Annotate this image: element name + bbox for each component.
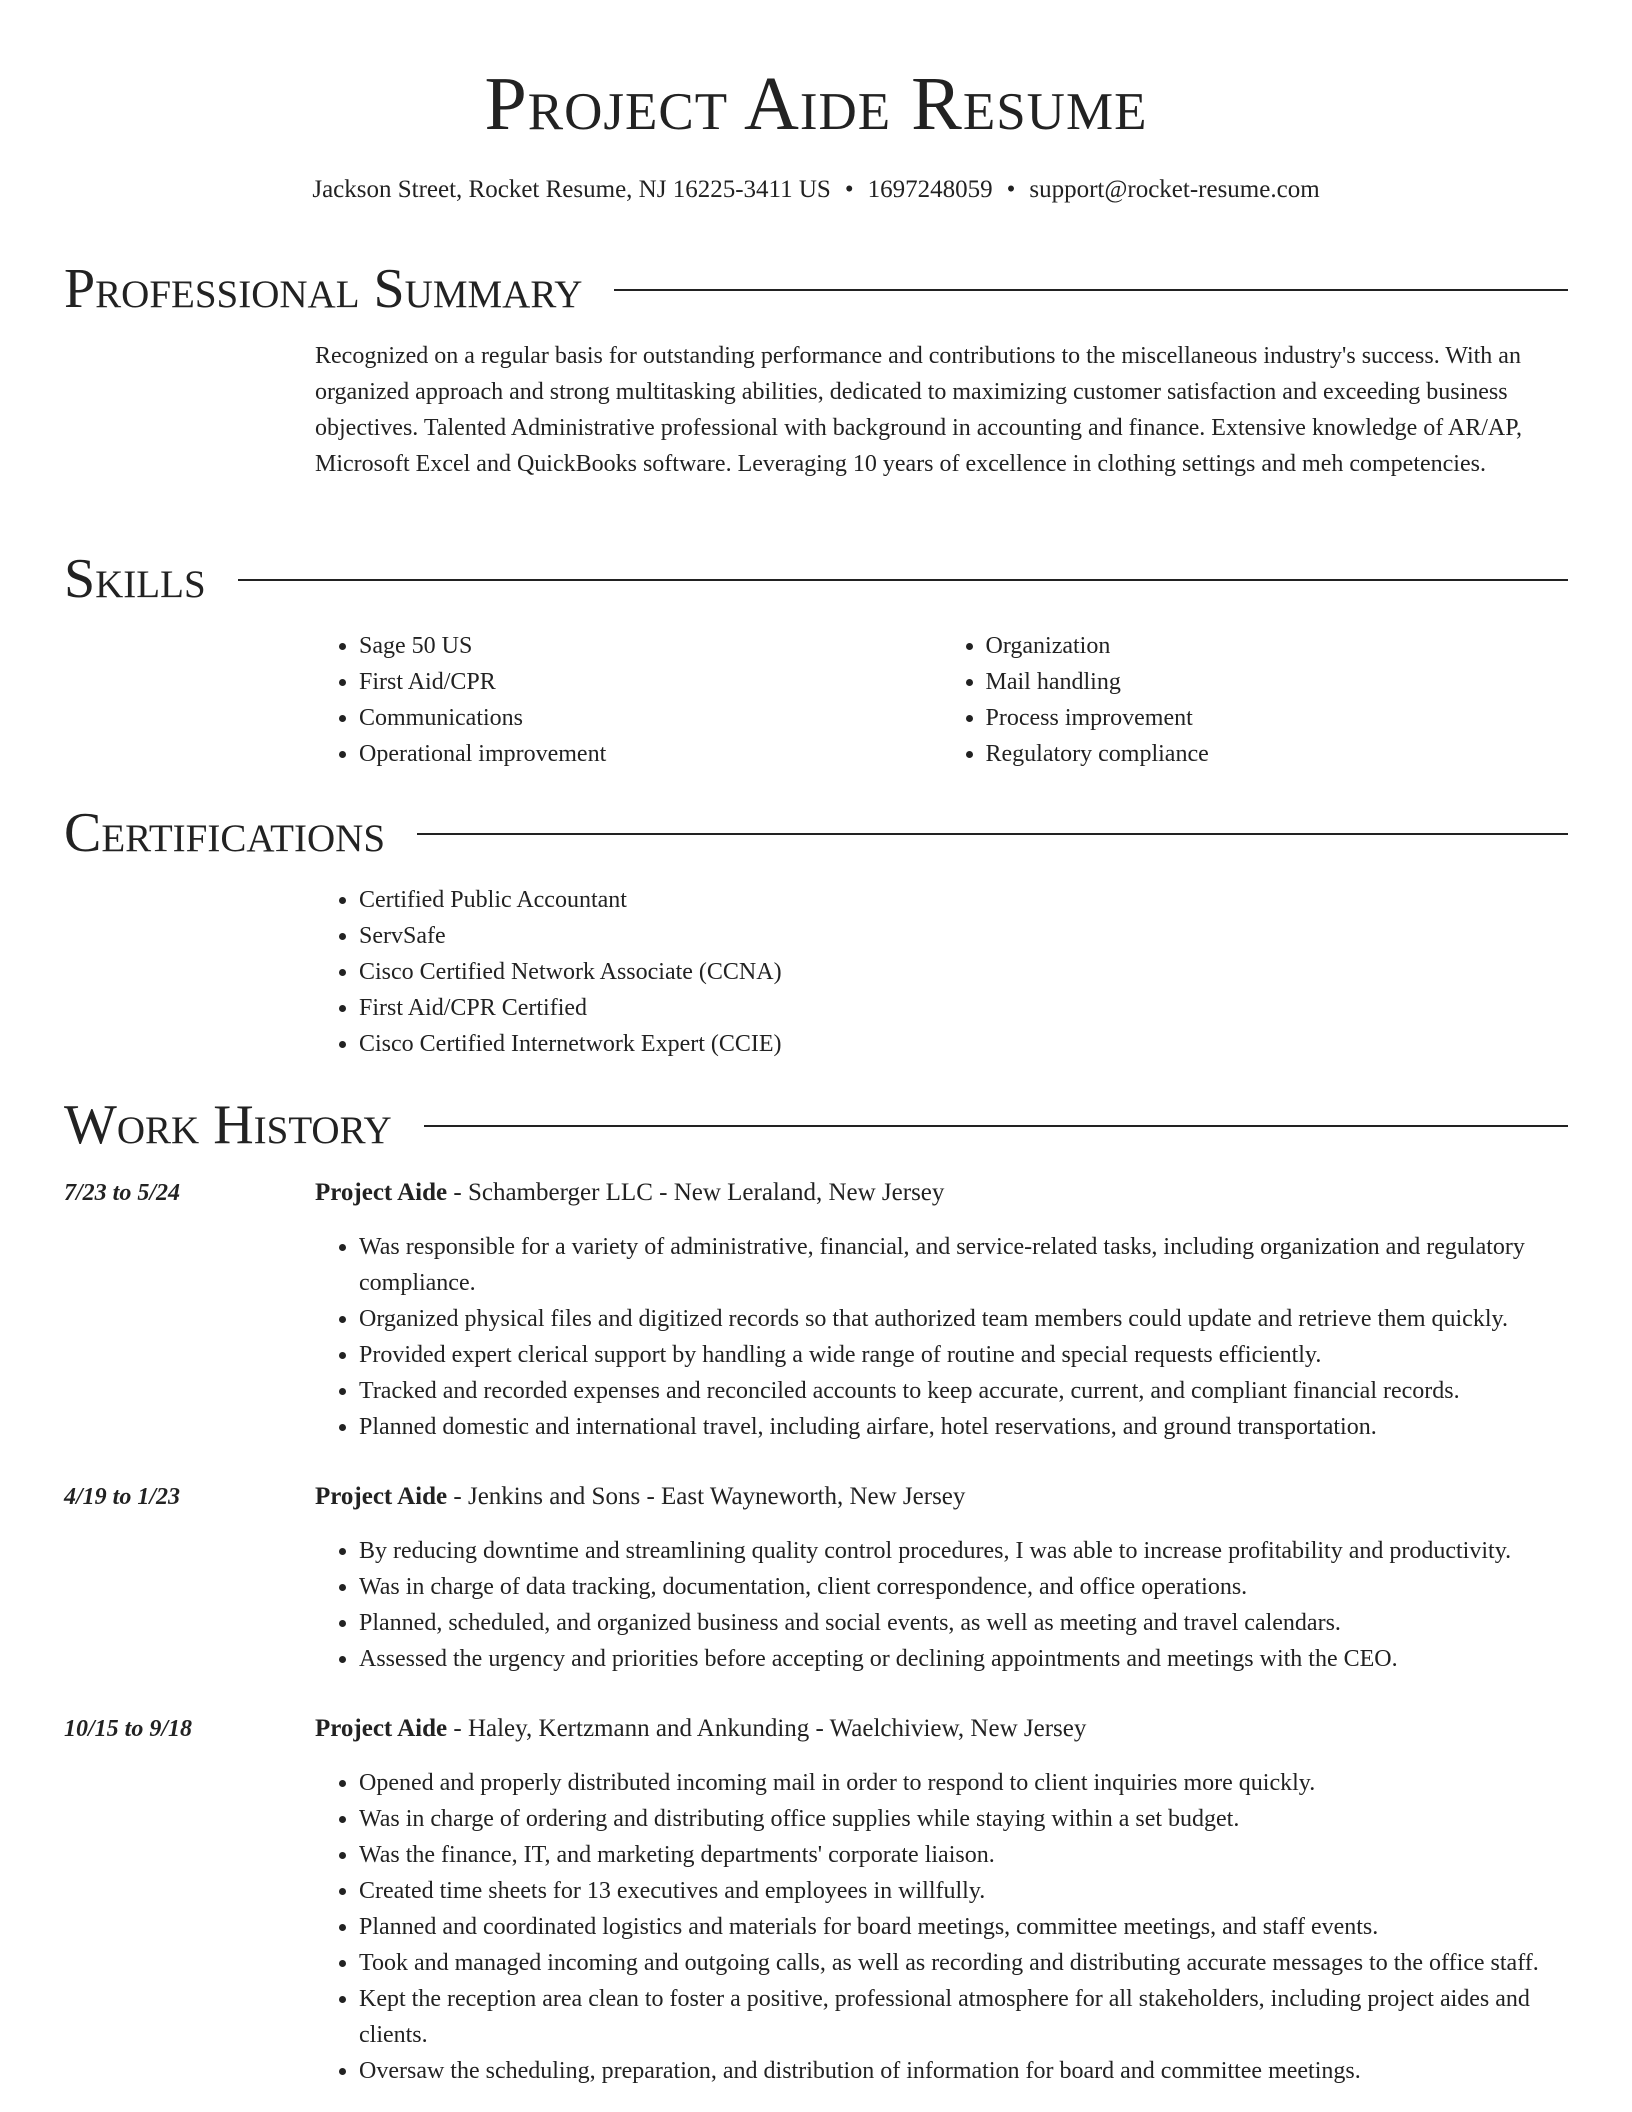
job-bullet: • Took and managed incoming and outgoing calls, as well as recording and distributing accurate messages to the office staff. (359, 1945, 1568, 1981)
job-details: - Haley, Kertzmann and Ankunding - Waelchiview, New Jersey (447, 1715, 1087, 1742)
skill-item: • Communications (359, 700, 942, 736)
summary-block (315, 338, 1568, 482)
job-bullets (315, 1533, 1568, 1677)
job-entry (315, 1479, 1568, 1677)
job-bullet: • Was in charge of ordering and distributing office supplies while staying within a set budget. (359, 1801, 1568, 1837)
skill-item: • Process improvement (986, 700, 1569, 736)
job-bullet: • Planned, scheduled, and organized business and social events, as well as meeting and travel calendars. (359, 1605, 1568, 1641)
job-bullet: • Was responsible for a variety of administrative, financial, and service-related tasks, including organization and regulatory compliance. (359, 1229, 1568, 1301)
job-bullets (315, 1765, 1568, 2089)
job-role: Project Aide (315, 1715, 448, 1742)
section-title-work-history: Work History (64, 1094, 392, 1156)
skill-item: • Mail handling (986, 664, 1569, 700)
job-role: Project Aide (315, 1483, 448, 1510)
job-bullet: • Tracked and recorded expenses and reconciled accounts to keep accurate, current, and compliant financial records. (359, 1373, 1568, 1409)
job-dates: 10/15 to 9/18 (64, 1716, 193, 1742)
skill-item: • Operational improvement (359, 736, 942, 772)
page-title: Project Aide Resume (484, 62, 1148, 146)
certification-item: • Cisco Certified Network Associate (CCNA) (359, 954, 1568, 990)
section-title-skills: Skills (64, 548, 206, 610)
job-bullet: • Organized physical files and digitized records so that authorized team members could update and retrieve them quickly. (359, 1301, 1568, 1337)
job-bullet: • Was in charge of data tracking, documentation, client correspondence, and office operations. (359, 1569, 1568, 1605)
section-divider (614, 289, 1568, 291)
job-heading (315, 1175, 1568, 1211)
job-bullet: • Created time sheets for 13 executives and employees in willfully. (359, 1873, 1568, 1909)
skills-grid (315, 628, 1568, 772)
section-header-summary (64, 254, 1568, 324)
certification-item: • ServSafe (359, 918, 1568, 954)
section-divider (238, 579, 1568, 581)
job-entry (315, 1711, 1568, 2089)
contact-address: Jackson Street, Rocket Resume, NJ 16225-3411 US (312, 176, 831, 203)
certifications-block (315, 882, 1568, 1062)
contact-email: support@rocket-resume.com (1029, 176, 1320, 203)
job-bullet: • Assessed the urgency and priorities before accepting or declining appointments and meetings with the CEO. (359, 1641, 1568, 1677)
contact-separator: • (1006, 176, 1016, 203)
job-bullet: • Oversaw the scheduling, preparation, and distribution of information for board and committee meetings. (359, 2053, 1568, 2089)
job-dates: 7/23 to 5/24 (64, 1180, 181, 1206)
job-heading (315, 1479, 1568, 1515)
certification-item: • Certified Public Accountant (359, 882, 1568, 918)
job-bullet: • Provided expert clerical support by handling a wide range of routine and special requests efficiently. (359, 1337, 1568, 1373)
contact-phone: 1697248059 (867, 176, 993, 203)
job-bullets (315, 1229, 1568, 1445)
job-details: - Jenkins and Sons - East Wayneworth, New Jersey (447, 1483, 966, 1510)
skill-item: • First Aid/CPR (359, 664, 942, 700)
job-bullet: • Planned and coordinated logistics and materials for board meetings, committee meetings, and staff events. (359, 1909, 1568, 1945)
skill-item: • Regulatory compliance (986, 736, 1569, 772)
job-bullet: • Opened and properly distributed incoming mail in order to respond to client inquiries more quickly. (359, 1765, 1568, 1801)
job-dates: 4/19 to 1/23 (64, 1484, 181, 1510)
section-title-summary: Professional Summary (64, 258, 583, 320)
job-heading (315, 1711, 1568, 1747)
job-role: Project Aide (315, 1179, 448, 1206)
job-bullet: • Planned domestic and international travel, including airfare, hotel reservations, and ground transportation. (359, 1409, 1568, 1445)
contact-line (0, 172, 1632, 208)
certification-item: • Cisco Certified Internetwork Expert (CCIE) (359, 1026, 1568, 1062)
job-bullet: • By reducing downtime and streamlining quality control procedures, I was able to increase profitability and productivity. (359, 1533, 1568, 1569)
skill-item: • Organization (986, 628, 1569, 664)
skills-block (315, 628, 1568, 772)
section-header-certifications (64, 798, 1568, 868)
section-divider (424, 1125, 1568, 1127)
section-divider (417, 833, 1568, 835)
certification-item: • First Aid/CPR Certified (359, 990, 1568, 1026)
skills-list-right (942, 628, 1569, 772)
job-entry (315, 1175, 1568, 1445)
summary-text: Recognized on a regular basis for outstanding performance and contributions to the miscellaneous industry's success. With an organized approach and strong multitasking abilities, dedicated to maximizing customer satisfaction and exceeding business objectives. Talented Administrative professional with background in accounting and finance. Extensive knowledge of AR/AP, Microsoft Excel and QuickBooks software. Leveraging 10 years of excellence in clothing settings and meh competencies. (315, 343, 1522, 477)
job-details: - Schamberger LLC - New Leraland, New Jersey (447, 1179, 945, 1206)
section-title-certifications: Certifications (64, 802, 386, 864)
skill-item: • Sage 50 US (359, 628, 942, 664)
skills-list-left (315, 628, 942, 772)
section-header-skills (64, 544, 1568, 614)
contact-separator: • (844, 176, 854, 203)
job-bullet: • Kept the reception area clean to foster a positive, professional atmosphere for all stakeholders, including project aides and clients. (359, 1981, 1568, 2053)
job-bullet: • Was the finance, IT, and marketing departments' corporate liaison. (359, 1837, 1568, 1873)
certifications-list (315, 882, 1568, 1062)
section-header-work-history (64, 1090, 1568, 1160)
